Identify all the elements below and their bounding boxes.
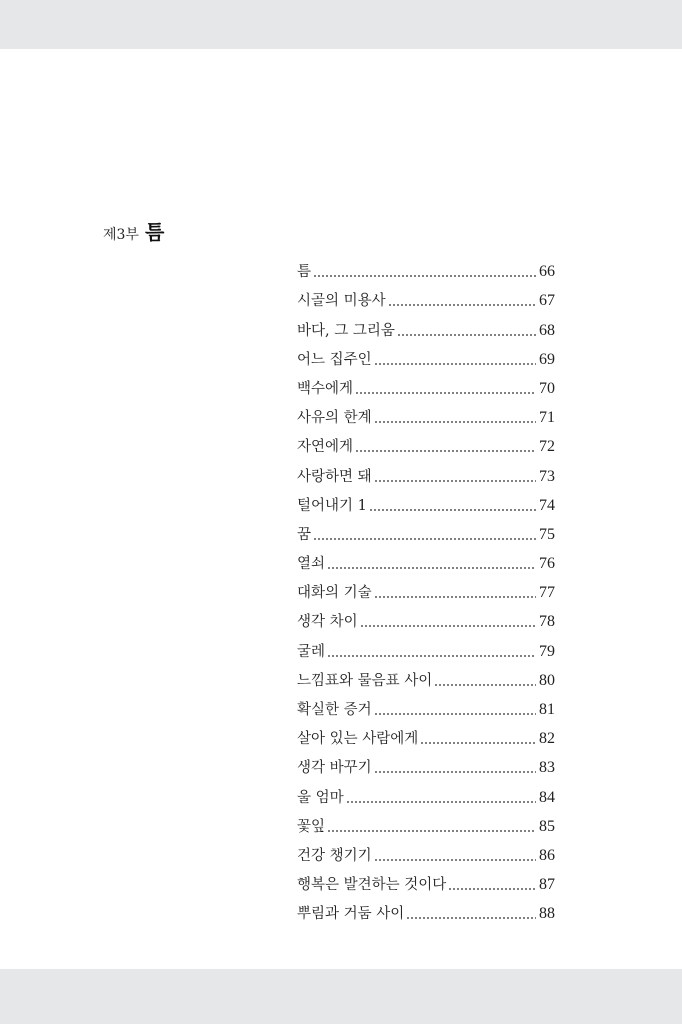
toc-dot-leader	[448, 888, 536, 890]
toc-entry-title: 꿈	[297, 526, 312, 543]
toc-entry[interactable]	[297, 341, 555, 370]
toc-page-number: 77	[539, 584, 555, 602]
toc-dot-leader	[313, 538, 536, 540]
toc-entry-title: 어느 집주인	[297, 351, 372, 368]
toc-entry[interactable]	[297, 574, 555, 603]
toc-page-number: 66	[539, 263, 555, 281]
toc-page-number: 79	[539, 642, 555, 660]
toc-entry-title: 확실한 증거	[297, 702, 372, 718]
toc-entry[interactable]	[297, 370, 555, 399]
toc-page-number: 71	[539, 409, 555, 427]
toc-entry[interactable]	[297, 487, 555, 516]
toc-entry[interactable]	[297, 253, 555, 282]
toc-page-number: 70	[539, 379, 555, 397]
toc-dot-leader	[406, 917, 536, 919]
toc-entry-title: 행복은 발견하는 것이다	[297, 877, 447, 894]
toc-dot-leader	[374, 771, 536, 773]
toc-dot-leader	[374, 596, 536, 598]
toc-dot-leader	[327, 830, 536, 832]
toc-dot-leader	[434, 684, 536, 686]
toc-page-number: 85	[539, 817, 555, 835]
toc-dot-leader	[313, 275, 536, 277]
toc-dot-leader	[355, 392, 536, 394]
toc-entry[interactable]	[297, 545, 555, 574]
toc-dot-leader	[360, 625, 536, 627]
toc-dot-leader	[388, 304, 536, 306]
toc-entry[interactable]	[297, 457, 555, 486]
toc-entry-title: 틈	[297, 264, 312, 281]
top-margin-band	[0, 0, 682, 49]
toc-dot-leader	[355, 450, 536, 452]
toc-entry[interactable]	[297, 603, 555, 632]
toc-dot-leader	[397, 334, 536, 336]
toc-dot-leader	[369, 509, 536, 511]
toc-entry[interactable]	[297, 837, 555, 866]
toc-entry[interactable]	[297, 632, 555, 661]
toc-page-number: 83	[539, 759, 555, 777]
part-label: 제3부	[103, 227, 139, 243]
toc-entry[interactable]	[297, 662, 555, 691]
toc-page-number: 75	[539, 525, 555, 543]
toc-dot-leader	[374, 363, 536, 365]
toc-entry-title: 건강 챙기기	[297, 847, 372, 864]
toc-entry-title: 생각 차이	[297, 614, 358, 631]
toc-entry-title: 굴레	[297, 643, 326, 660]
toc-page-number: 80	[539, 671, 555, 689]
toc-page-number: 78	[539, 613, 555, 631]
toc-entry[interactable]	[297, 311, 555, 340]
toc-entry[interactable]	[297, 516, 555, 545]
toc-entry[interactable]	[297, 428, 555, 457]
toc-page-number: 72	[539, 438, 555, 456]
toc-dot-leader	[374, 480, 536, 482]
toc-dot-leader	[374, 859, 536, 861]
table-of-contents	[297, 253, 555, 924]
toc-entry[interactable]	[297, 691, 555, 720]
toc-entry-title: 자연에게	[297, 439, 354, 456]
toc-entry-title: 백수에게	[297, 380, 354, 397]
toc-entry-title: 열쇠	[297, 556, 326, 573]
toc-entry-title: 생각 바꾸기	[297, 760, 372, 777]
toc-entry[interactable]	[297, 282, 555, 311]
toc-page-number: 74	[539, 496, 555, 514]
toc-page-number: 88	[539, 905, 555, 923]
toc-page-number: 68	[539, 321, 555, 339]
part-title: 틈	[144, 220, 165, 244]
toc-entry-title: 대화의 기술	[297, 585, 372, 602]
toc-dot-leader	[327, 655, 536, 657]
toc-entry[interactable]	[297, 866, 555, 895]
toc-entry-title: 꽃잎	[297, 818, 326, 835]
part-heading	[103, 216, 164, 245]
toc-entry-title: 사유의 한계	[297, 410, 372, 427]
bottom-margin-band	[0, 969, 682, 1024]
toc-dot-leader	[327, 567, 536, 569]
toc-dot-leader	[420, 742, 536, 744]
toc-page-number: 67	[539, 292, 555, 310]
toc-entry-title: 느낌표와 물음표 사이	[297, 672, 433, 689]
toc-page-number: 76	[539, 555, 555, 573]
toc-entry-title: 바다, 그 그리움	[297, 322, 395, 339]
toc-entry[interactable]	[297, 778, 555, 807]
toc-page-number: 81	[539, 701, 555, 718]
toc-entry-title: 사랑하면 돼	[297, 468, 372, 485]
toc-entry-title: 울 엄마	[297, 789, 344, 806]
toc-page-number: 87	[539, 876, 555, 894]
toc-entry-title: 살아 있는 사람에게	[297, 731, 419, 748]
toc-entry[interactable]	[297, 895, 555, 924]
toc-page-number: 73	[539, 467, 555, 485]
toc-page-number: 84	[539, 788, 555, 806]
toc-dot-leader	[374, 421, 536, 423]
toc-page-number: 86	[539, 846, 555, 864]
toc-entry[interactable]	[297, 808, 555, 837]
toc-entry[interactable]	[297, 720, 555, 749]
toc-entry-title: 시골의 미용사	[297, 293, 386, 310]
toc-entry-title: 털어내기 1	[297, 497, 367, 514]
toc-dot-leader	[346, 801, 536, 803]
toc-dot-leader	[374, 713, 536, 715]
toc-entry[interactable]	[297, 399, 555, 428]
toc-page-number: 69	[539, 350, 555, 368]
toc-entry[interactable]	[297, 749, 555, 778]
toc-page-number: 82	[539, 730, 555, 748]
toc-entry-title: 뿌림과 거둠 사이	[297, 906, 405, 923]
